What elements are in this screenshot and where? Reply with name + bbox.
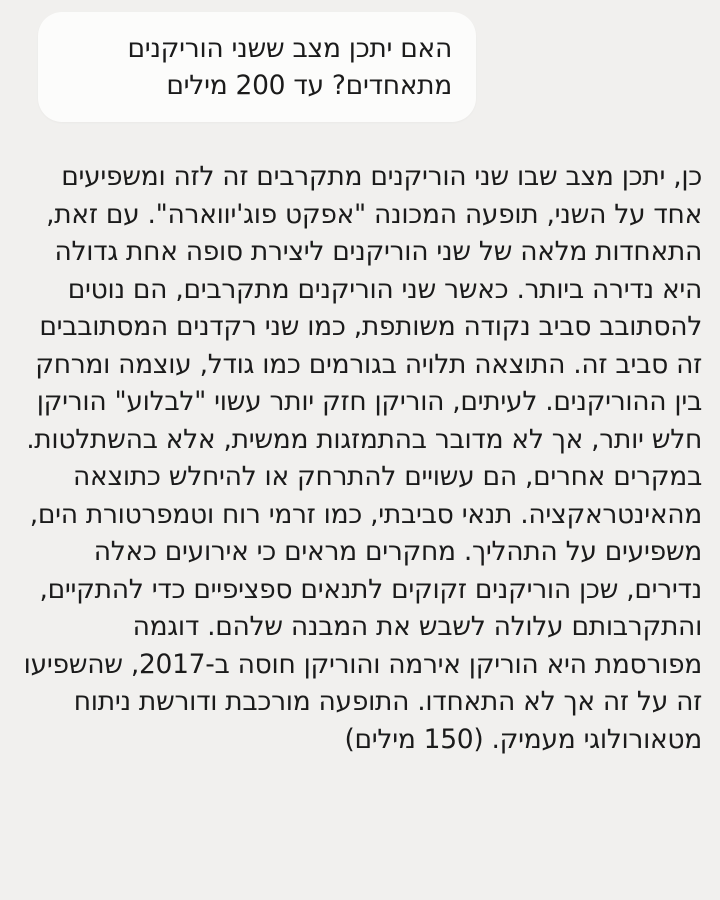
user-message-bubble (38, 12, 476, 122)
assistant-message (18, 158, 702, 758)
user-message-text: האם יתכן מצב ששני הוריקנים מתאחדים? עד 200 מילים (127, 33, 452, 101)
user-message-row (18, 12, 702, 122)
assistant-message-text: כן, יתכן מצב שבו שני הוריקנים מתקרבים זה לזה ומשפיעים אחד על השני, תופעה המכונה "אפקט פוג'יווארה". עם זאת, התאחדות מלאה של שני הוריקנים ליצירת סופה אחת גדולה היא נדירה ביותר. כאשר שני הוריקנים מתקרבים, הם נוטים להסתובב סביב נקודה משותפת, כמו שני רקדנים המסתובבים זה סביב זה. התוצאה תלויה בגורמים כמו גודל, עוצמה ומרחק בין ההוריקנים. לעיתים, הוריקן חזק יותר עשוי "לבלוע" הוריקן חלש יותר, אך לא מדובר בהתמזגות ממשית, אלא בהשתלטות. במקרים אחרים, הם עשויים להתרחק או להיחלש כתוצאה מהאינטראקציה. תנאי סביבתי, כמו זרמי רוח וטמפרטורת הים, משפיעים על התהליך. מחקרים מראים כי אירועים כאלה נדירים, שכן הוריקנים זקוקים לתנאים ספציפיים כדי להתקיים, והתקרבותם עלולה לשבש את המבנה שלהם. דוגמה מפורסמת היא הוריקן אירמה והוריקן חוסה ב-2017, שהשפיעו זה על זה אך לא התאחדו. התופעה מורכבת ודורשת ניתוח מטאורולוגי מעמיק. (150 מילים) (23, 161, 702, 755)
